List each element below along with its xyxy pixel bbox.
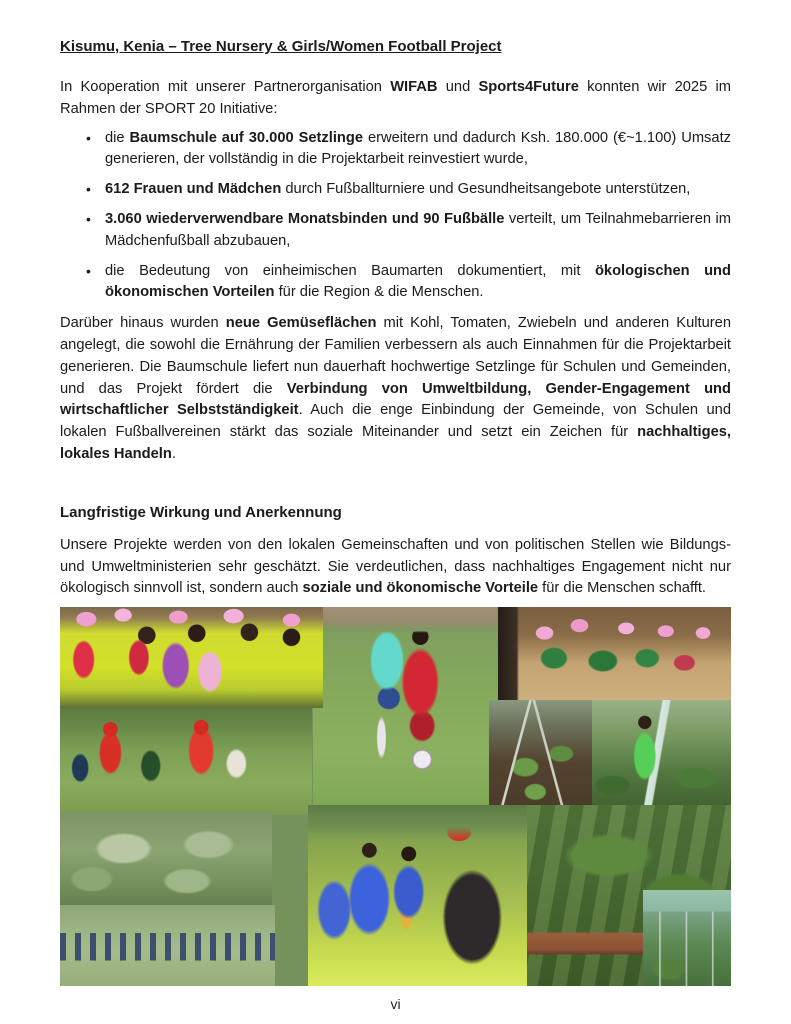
photo-girls-yellow-jerseys: [60, 607, 323, 708]
list-item-text: die Baumschule auf 30.000 Setzlinge erweitern und dadurch Ksh. 180.000 (€~1.100) Umsatz generieren, der vollständig in die Projektarbeit reinvestiert wurde,: [105, 129, 731, 168]
list-item-text: 612 Frauen und Mädchen durch Fußballturniere und Gesundheitsangebote unterstützen,: [105, 181, 691, 198]
list-item-text: die Bedeutung von einheimischen Baumarten dokumentiert, mit ökologischen und ökonomischen Vorteilen für die Region & die Menschen.: [105, 262, 731, 301]
photo-school-children-line: [60, 905, 275, 986]
page-title: Kisumu, Kenia – Tree Nursery & Girls/Women Football Project: [60, 38, 502, 55]
body-paragraph: Darüber hinaus wurden neue Gemüseflächen mit Kohl, Tomaten, Zwiebeln und anderen Kulturen angelegt, die sowohl die Ernährung der Familien verbessern als auch Einnahmen für die Projektarbeit generieren. Die Baumschule liefert nun dauerhaft hochwertige Setzlinge für Schulen und Gemeinden, und das Projekt fördert die Verbindung von Umweltbildung, Gender-Engagement und wirtschaftlicher Selbstständigkeit. Auch die enge Einbindung der Gemeinde, von Schulen und lokalen Fußballvereinen stärkt das soziale Miteinander und setzt ein Zeichen für nachhaltiges, lokales Handeln.: [60, 315, 732, 462]
bullet-icon: •: [86, 210, 91, 227]
list-item: [86, 128, 731, 172]
photo-tree-planting-red-shirts: [60, 708, 312, 815]
photo-collage: [60, 607, 731, 986]
page-number: vi: [390, 996, 401, 1013]
list-item: [86, 179, 731, 201]
photo-watering-nursery: [592, 700, 731, 812]
achievements-list: [86, 128, 731, 305]
photo-shrub-garden: [60, 812, 272, 908]
photo-greenhouse-structure: [643, 890, 731, 986]
intro-paragraph: In Kooperation mit unserer Partnerorganisation WIFAB und Sports4Future konnten wir 2025 im Rahmen der SPORT 20 Initiative:: [60, 79, 731, 117]
photo-football-duel: [313, 607, 498, 805]
list-item: [86, 209, 731, 253]
photo-greenhouse-seedbed: [489, 700, 592, 812]
bullet-icon: •: [86, 262, 91, 279]
photo-girls-green-jerseys-seated: [498, 607, 731, 700]
photo-trophy-ceremony: [308, 805, 527, 986]
list-item: [86, 261, 731, 305]
bullet-icon: •: [86, 129, 91, 146]
section-paragraph: Unsere Projekte werden von den lokalen Gemeinschaften und von politischen Stellen wie Bildungs- und Umweltministerien sehr geschätzt. Sie verdeutlichen, dass nachhaltiges Engagement nicht nur ökologisch sinnvoll ist, sondern auch soziale und ökonomische Vorteile für die Menschen schafft.: [60, 536, 731, 597]
section-heading: Langfristige Wirkung und Anerkennung: [60, 503, 342, 521]
bullet-icon: •: [86, 181, 91, 198]
list-item-text: 3.060 wiederverwendbare Monatsbinden und 90 Fußbälle verteilt, um Teilnahmebarrieren im Mädchenfußball abzubauen,: [105, 210, 731, 249]
